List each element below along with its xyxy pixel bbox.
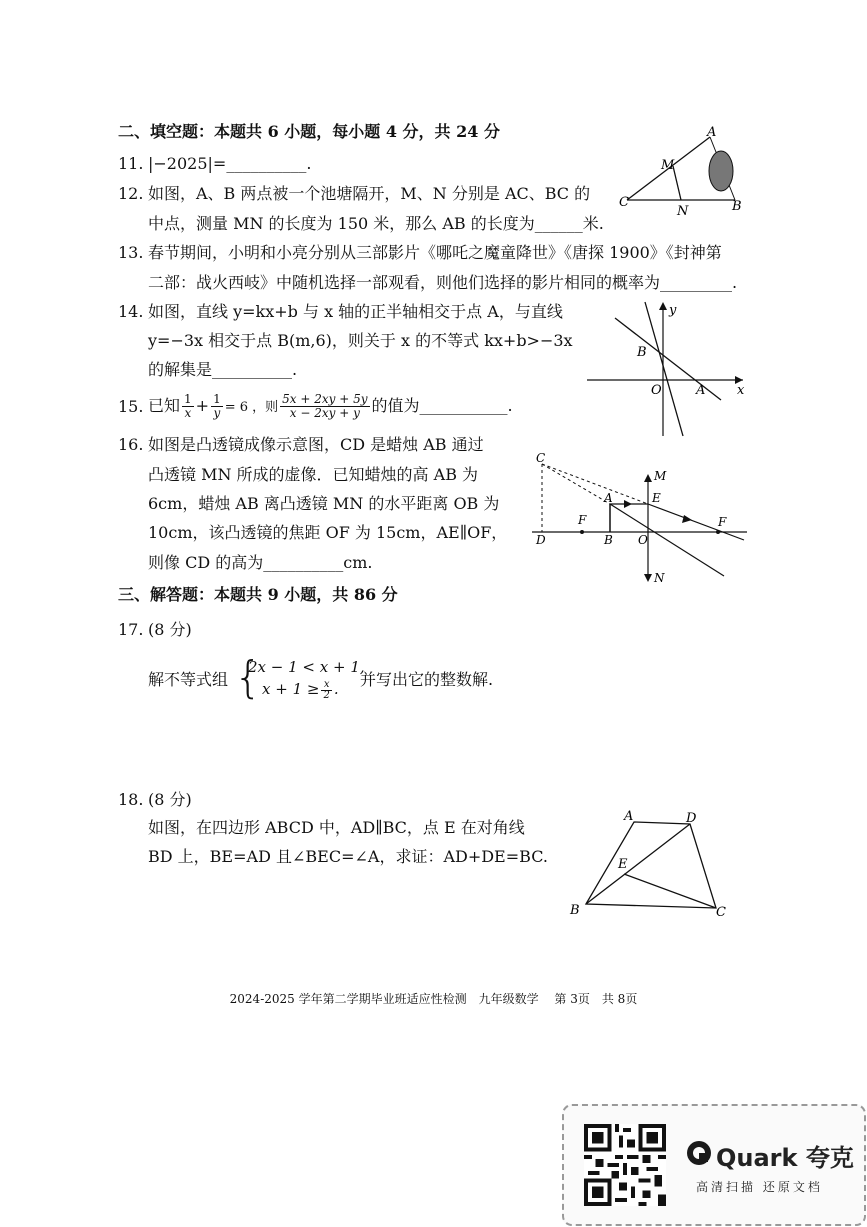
- q17-ineq2: [262, 676, 339, 702]
- q15-frac3-den: x − 2xy + y: [289, 406, 360, 420]
- ray-arrow-2: [682, 515, 692, 523]
- fig14-label-a: A: [696, 383, 706, 398]
- q12-number: 12.: [118, 184, 144, 203]
- fig16-label-e: E: [652, 491, 661, 505]
- section2-header: 二、填空题：本题共 6 小题，每小题 4 分，共 24 分: [118, 122, 500, 141]
- quark-logo-icon: [686, 1140, 712, 1166]
- q14-line3: 的解集是__________.: [148, 360, 298, 379]
- q17-ineq2-num: x: [321, 680, 331, 691]
- q17-pre: 解不等式组: [148, 670, 229, 689]
- fig18-label-b: B: [570, 903, 580, 918]
- q18-score: (8 分): [148, 790, 192, 809]
- quark-brand: Quark 夸克: [716, 1144, 854, 1172]
- ray-through-o: [610, 504, 724, 576]
- q15-number: 15.: [118, 397, 144, 416]
- section3-header: 三、解答题：本题共 9 小题，共 86 分: [118, 585, 398, 604]
- q17-score: (8 分): [148, 620, 192, 639]
- q18-number: 18.: [118, 790, 144, 809]
- ray-ef: [648, 504, 744, 540]
- q11-number: 11.: [118, 154, 144, 173]
- fig16-label-b: B: [604, 533, 613, 547]
- q17-ineq2-end: .: [333, 680, 339, 698]
- page-footer: 2024-2025 学年第二学期毕业班适应性检测 九年级数学 第 3页 共 8页: [229, 992, 638, 1006]
- fig16-label-m: M: [654, 469, 667, 483]
- q14-line1: 如图，直线 y=kx+b 与 x 轴的正半轴相交于点 A，与直线: [148, 302, 563, 321]
- q13-line1: 春节期间，小明和小亮分别从三部影片《哪吒之魔童降世》《唐探 1900》《封神第: [148, 243, 722, 262]
- quark-watermark-badge: [562, 1104, 866, 1226]
- q11-text: |−2025|=__________.: [148, 154, 312, 173]
- q17-ineq2-frac: [321, 680, 331, 701]
- ray-arrow-1: [624, 500, 632, 508]
- q17-post: 并写出它的整数解.: [360, 670, 494, 689]
- fig18-label-a: A: [624, 809, 634, 824]
- quadrilateral-figure: [566, 802, 736, 922]
- q16-line1: 如图是凸透镜成像示意图，CD 是蜡烛 AB 通过: [148, 435, 484, 454]
- q15-pre: 已知: [148, 396, 181, 415]
- y-axis-arrow: [659, 302, 667, 310]
- q16-line2: 凸透镜 MN 所成的虚像．已知蜡烛的高 AB 为: [148, 465, 479, 484]
- fig12-label-b: B: [732, 199, 742, 214]
- fig12-label-a: A: [707, 125, 717, 140]
- fig16-label-n: N: [654, 571, 665, 585]
- q13-line2: 二部：战火西岐》中随机选择一部观看，则他们选择的影片相同的概率为_________.: [148, 273, 738, 292]
- virtual-ray-1: [542, 464, 648, 504]
- quark-subtitle: 高清扫描 还原文档: [696, 1180, 823, 1194]
- q16-line5: 则像 CD 的高为__________cm.: [148, 553, 373, 572]
- fig18-label-e: E: [618, 857, 628, 872]
- fig16-label-f2: F: [718, 515, 727, 529]
- q15-frac1: [182, 393, 194, 420]
- q15-plus: +: [195, 396, 210, 415]
- q17-number: 17.: [118, 620, 144, 639]
- q18-line2: BD 上，BE=AD 且∠BEC=∠A，求证：AD+DE=BC.: [148, 847, 548, 866]
- fig12-label-n: N: [677, 204, 689, 219]
- fig12-label-c: C: [619, 195, 629, 210]
- q15-frac1-num: 1: [184, 392, 192, 406]
- convex-lens-figure: [522, 446, 752, 586]
- q15-frac3: [280, 393, 369, 420]
- q16-line3: 6cm，蜡烛 AB 离凸透镜 MN 的水平距离 OB 为: [148, 494, 500, 513]
- pond-figure: [615, 122, 755, 222]
- q15-frac3-num: 5x + 2xy + 5y: [282, 392, 368, 406]
- q16-line4: 10cm，该凸透镜的焦距 OF 为 15cm，AE∥OF，: [148, 523, 508, 542]
- pond-shape: [709, 151, 733, 191]
- q12-line2: 中点，测量 MN 的长度为 150 米，那么 AB 的长度为______米.: [148, 214, 604, 233]
- fig16-label-f1: F: [578, 513, 587, 527]
- focus-left: [580, 530, 584, 534]
- qr-code-icon: [584, 1124, 666, 1206]
- fig16-label-a: A: [604, 491, 613, 505]
- q16-number: 16.: [118, 435, 144, 454]
- q17-ineq1: 2x − 1 < x + 1,: [248, 658, 365, 676]
- fig14-label-b: B: [637, 345, 647, 360]
- q15-eq: = 6 ，则: [224, 400, 279, 415]
- q15-frac2-num: 1: [213, 392, 221, 406]
- q15-frac1-den: x: [184, 406, 192, 420]
- line-neg3x: [645, 302, 683, 436]
- q12-line1: 如图，A、B 两点被一个池塘隔开，M、N 分别是 AC、BC 的: [148, 184, 591, 203]
- fig16-label-d: D: [536, 533, 546, 547]
- focus-right: [716, 530, 720, 534]
- q15-frac2: [211, 393, 223, 420]
- fig14-label-y: y: [669, 303, 677, 318]
- linear-graph-figure: [583, 298, 753, 440]
- segment-ec: [624, 874, 716, 908]
- quadrilateral-abcd: [586, 822, 716, 908]
- lens-top-arrow: [644, 474, 652, 482]
- fig14-label-o: O: [651, 383, 662, 398]
- fig12-label-m: M: [661, 158, 675, 173]
- q15-post: 的值为___________.: [371, 396, 513, 415]
- q17-ineq2-den: 2: [323, 689, 330, 701]
- fig14-label-x: x: [737, 383, 745, 398]
- q14-line2: y=−3x 相交于点 B(m,6)，则关于 x 的不等式 kx+b>−3x: [148, 331, 573, 350]
- q18-line1: 如图，在四边形 ABCD 中，AD∥BC，点 E 在对角线: [148, 818, 525, 837]
- lens-bottom-arrow: [644, 574, 652, 582]
- q17-brace: {: [234, 652, 262, 703]
- fig16-label-c: C: [536, 451, 546, 465]
- fig16-label-o: O: [638, 533, 648, 547]
- q15-text: [148, 386, 513, 428]
- q15-frac2-den: y: [213, 406, 221, 420]
- q13-number: 13.: [118, 243, 144, 262]
- fig18-label-d: D: [686, 811, 697, 826]
- q14-number: 14.: [118, 302, 144, 321]
- virtual-ray-2: [542, 464, 610, 504]
- q17-ineq2-left: x + 1 ≥: [262, 680, 320, 698]
- fig18-label-c: C: [716, 905, 726, 920]
